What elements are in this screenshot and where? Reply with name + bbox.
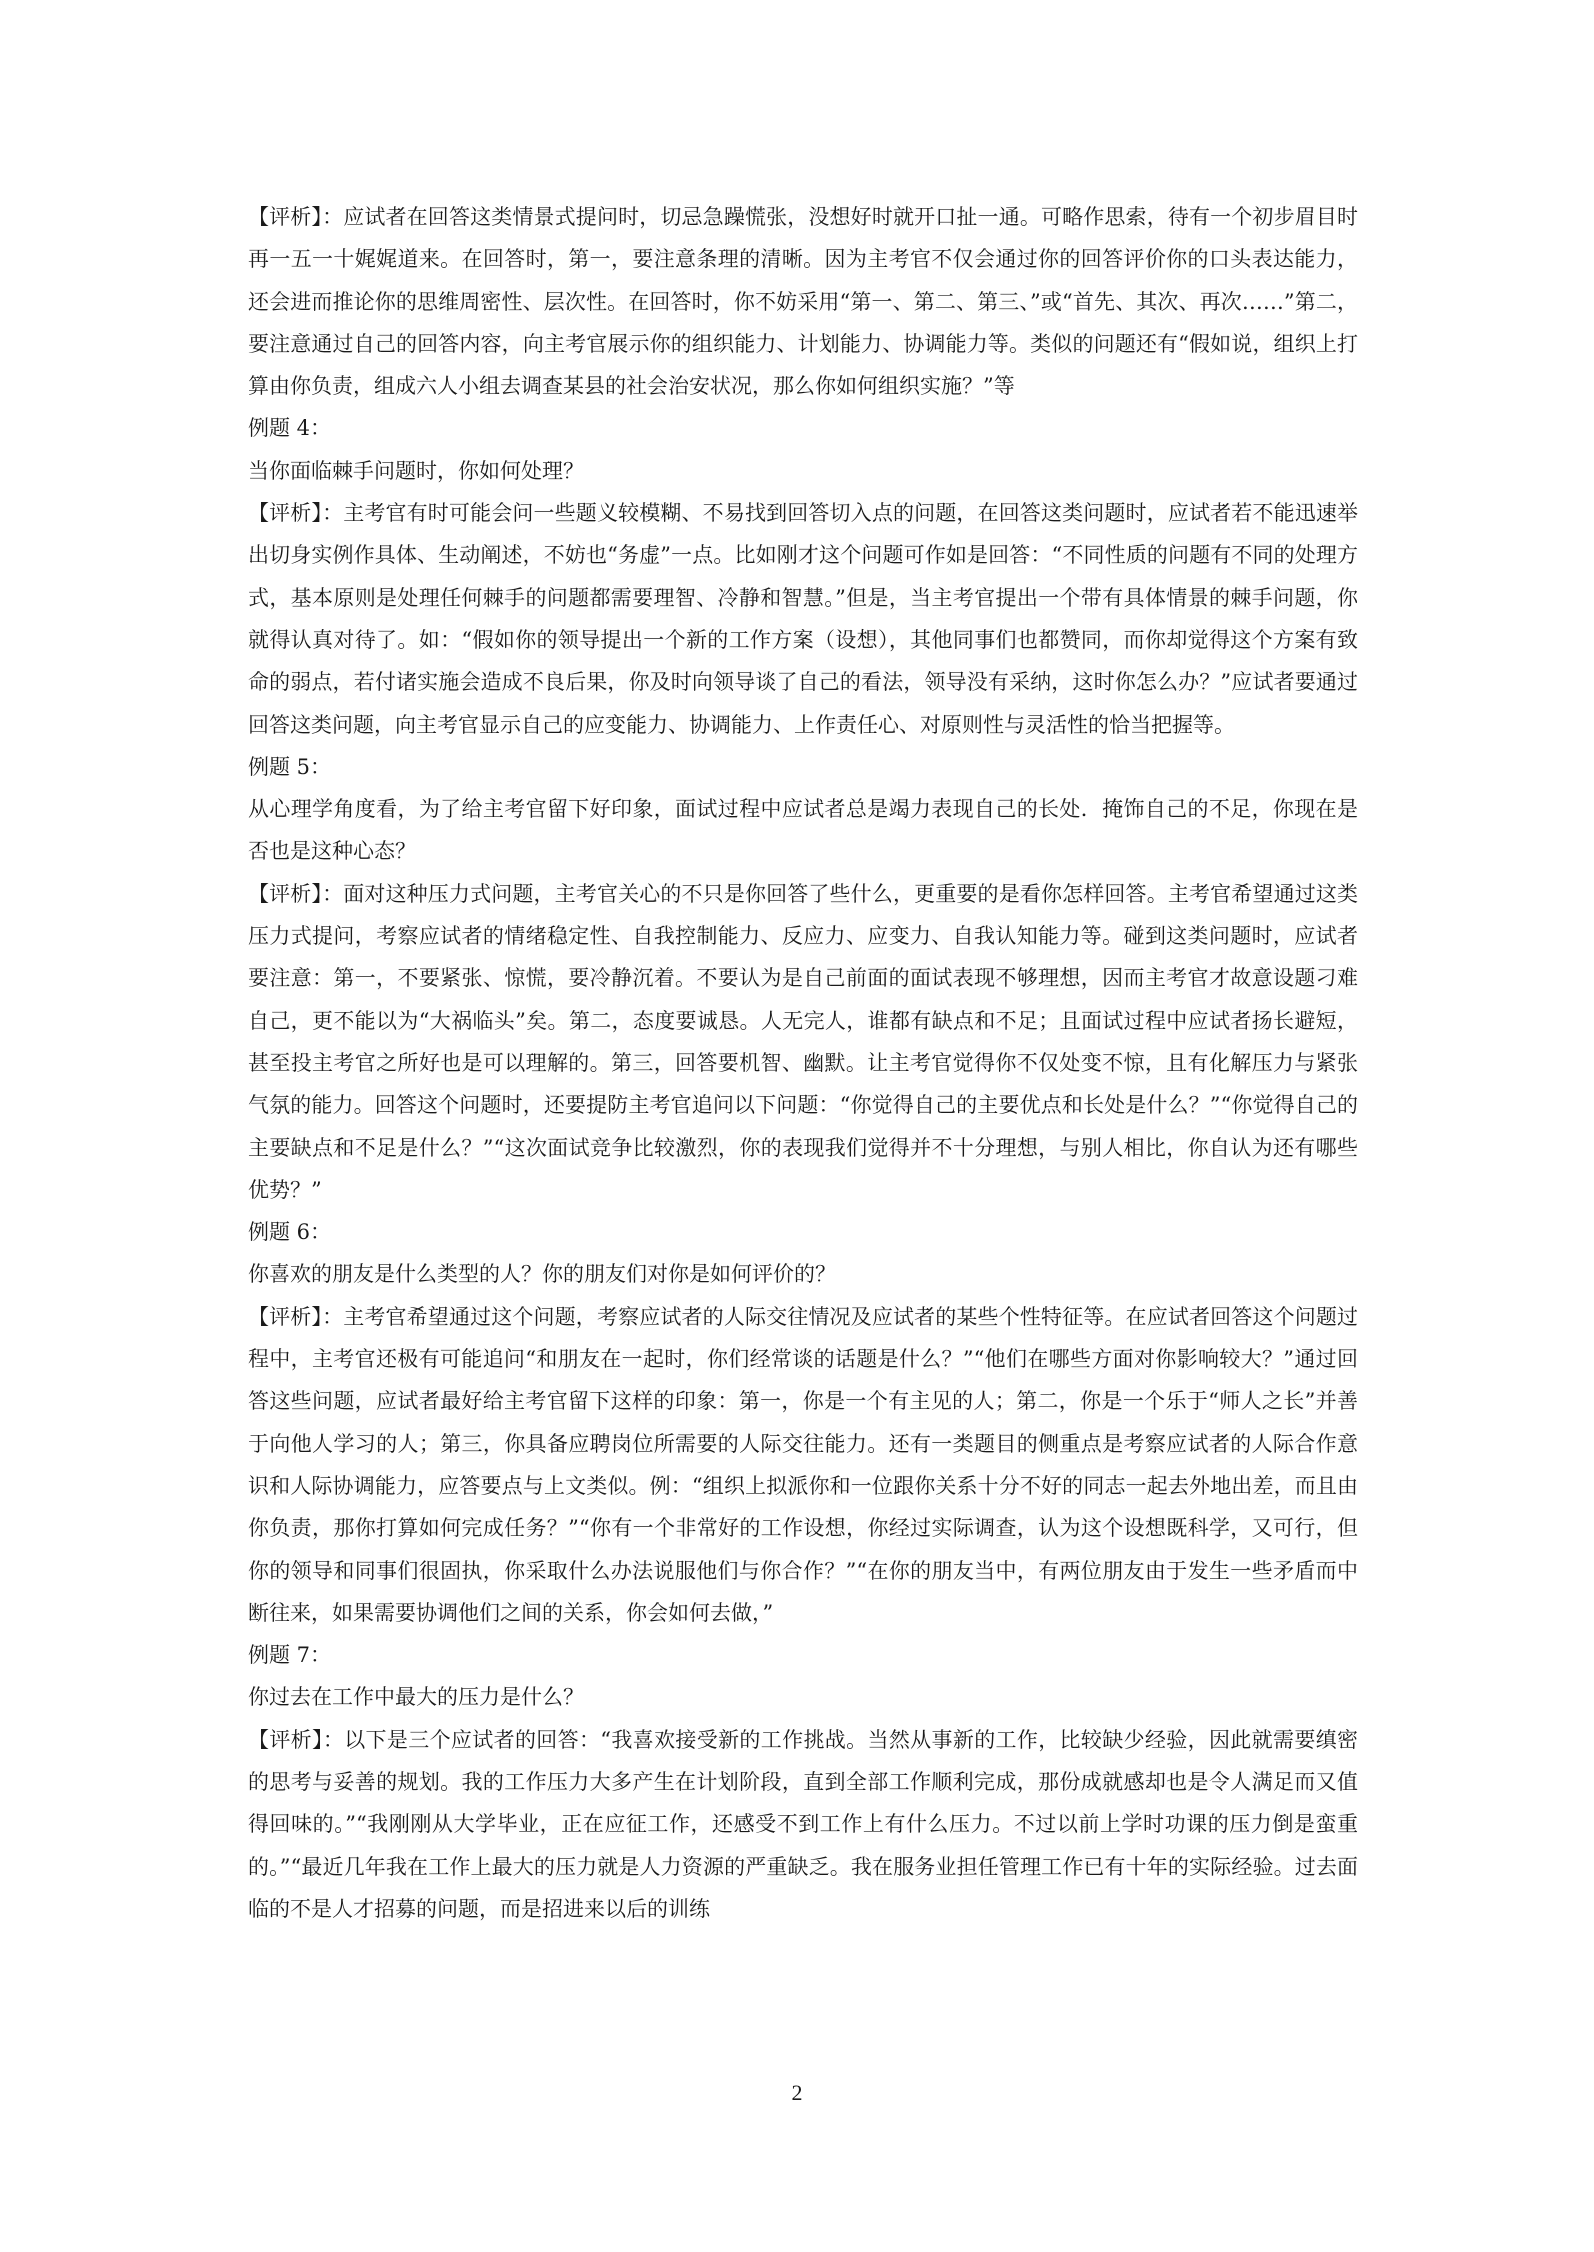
example-heading-5: 例题 5： xyxy=(248,754,332,779)
example-question-5: 从心理学角度看，为了给主考官留下好印象，面试过程中应试者总是竭力表现自己的长处．掩饰自己的不足，你现在是否也是这种心态？ xyxy=(248,797,1358,864)
analysis-paragraph-4: 【评析】：主考官有时可能会问一些题义较模糊、不易找到回答切入点的问题，在回答这类问题时，应试者若不能迅速举出切身实例作具体、生动阐述，不妨也“务虚”一点。比如刚才这个问题可作如是回答：“不同性质的问题有不同的处理方式，基本原则是处理任何棘手的问题都需要理智、冷静和智慧。”但是，当主考官提出一个带有具体情景的棘手问题，你就得认真对待了。如：“假如你的领导提出一个新的工作方案（设想），其他同事们也都赞同，而你却觉得这个方案有致命的弱点，若付诸实施会造成不良后果，你及时向领导谈了自己的看法，领导没有采纳，这时你怎么办？”应试者要通过回答这类问题，向主考官显示自己的应变能力、协调能力、上作责任心、对原则性与灵活性的恰当把握等。 xyxy=(248,501,1358,737)
example-question-7: 你过去在工作中最大的压力是什么？ xyxy=(248,1685,584,1710)
page-number: 2 xyxy=(791,2080,803,2105)
example-heading-7: 例题 7： xyxy=(248,1643,332,1668)
analysis-paragraph-6: 【评析】：主考官希望通过这个问题，考察应试者的人际交往情况及应试者的某些个性特征等。在应试者回答这个问题过程中，主考官还极有可能追问“和朋友在一起时，你们经常谈的话题是什么？”“他们在哪些方面对你影响较大？”通过回答这些问题，应试者最好给主考官留下这样的印象：第一，你是一个有主见的人；第二，你是一个乐于“师人之长”并善于向他人学习的人；第三，你具备应聘岗位所需要的人际交往能力。还有一类题目的侧重点是考察应试者的人际合作意识和人际协调能力，应答要点与上文类似。例：“组织上拟派你和一位跟你关系十分不好的同志一起去外地出差，而且由你负责，那你打算如何完成任务？”“你有一个非常好的工作设想，你经过实际调查，认为这个设想既科学，又可行，但你的领导和同事们很固执，你采取什么办法说服他们与你合作？”“在你的朋友当中，有两位朋友由于发生一些矛盾而中断往来，如果需要协调他们之间的关系，你会如何去做，” xyxy=(248,1304,1358,1625)
example-question-6: 你喜欢的朋友是什么类型的人？你的朋友们对你是如何评价的？ xyxy=(248,1262,836,1287)
analysis-paragraph-5: 【评析】：面对这种压力式问题，主考官关心的不只是你回答了些什么，更重要的是看你怎样回答。主考官希望通过这类压力式提问，考察应试者的情绪稳定性、自我控制能力、反应力、应变力、自我认知能力等。碰到这类问题时，应试者要注意：第一，不要紧张、惊慌，要冷静沉着。不要认为是自己前面的面试表现不够理想，因而主考官才故意设题刁难自己，更不能以为“大祸临头”矣。第二，态度要诚恳。人无完人，谁都有缺点和不足；且面试过程中应试者扬长避短，甚至投主考官之所好也是可以理解的。第三，回答要机智、幽默。让主考官觉得你不仅处变不惊，且有化解压力与紧张气氛的能力。回答这个问题时，还要提防主考官追问以下问题：“你觉得自己的主要优点和长处是什么？”“你觉得自己的主要缺点和不足是什么？”“这次面试竞争比较激烈，你的表现我们觉得并不十分理想，与别人相比，你自认为还有哪些优势？” xyxy=(248,881,1358,1202)
example-heading-4: 例题 4： xyxy=(248,416,332,441)
analysis-paragraph-3: 【评析】：应试者在回答这类情景式提问时，切忌急躁慌张，没想好时就开口扯一通。可略作思索，待有一个初步眉目时再一五一十娓娓道来。在回答时，第一，要注意条理的清晰。因为主考官不仅会通过你的回答评价你的口头表达能力，还会进而推论你的思维周密性、层次性。在回答时，你不妨采用“第一、第二、第三、”或“首先、其次、再次……”第二，要注意通过自己的回答内容，向主考官展示你的组织能力、计划能力、协调能力等。类似的问题还有“假如说，组织上打算由你负责，组成六人小组去调查某县的社会治安状况，那么你如何组织实施？”等 xyxy=(248,205,1358,399)
body-text xyxy=(248,196,1358,1930)
analysis-paragraph-7: 【评析】：以下是三个应试者的回答：“我喜欢接受新的工作挑战。当然从事新的工作，比较缺少经验，因此就需要缜密的思考与妥善的规划。我的工作压力大多产生在计划阶段，直到全部工作顺利完成，那份成就感却也是令人满足而又值得回味的。”“我刚刚从大学毕业，正在应征工作，还感受不到工作上有什么压力。不过以前上学时功课的压力倒是蛮重的。”“最近几年我在工作上最大的压力就是人力资源的严重缺乏。我在服务业担任管理工作已有十年的实际经验。过去面临的不是人才招募的问题，而是招进来以后的训练 xyxy=(248,1727,1358,1921)
example-question-4: 当你面临棘手问题时，你如何处理？ xyxy=(248,458,584,483)
example-heading-6: 例题 6： xyxy=(248,1220,332,1245)
